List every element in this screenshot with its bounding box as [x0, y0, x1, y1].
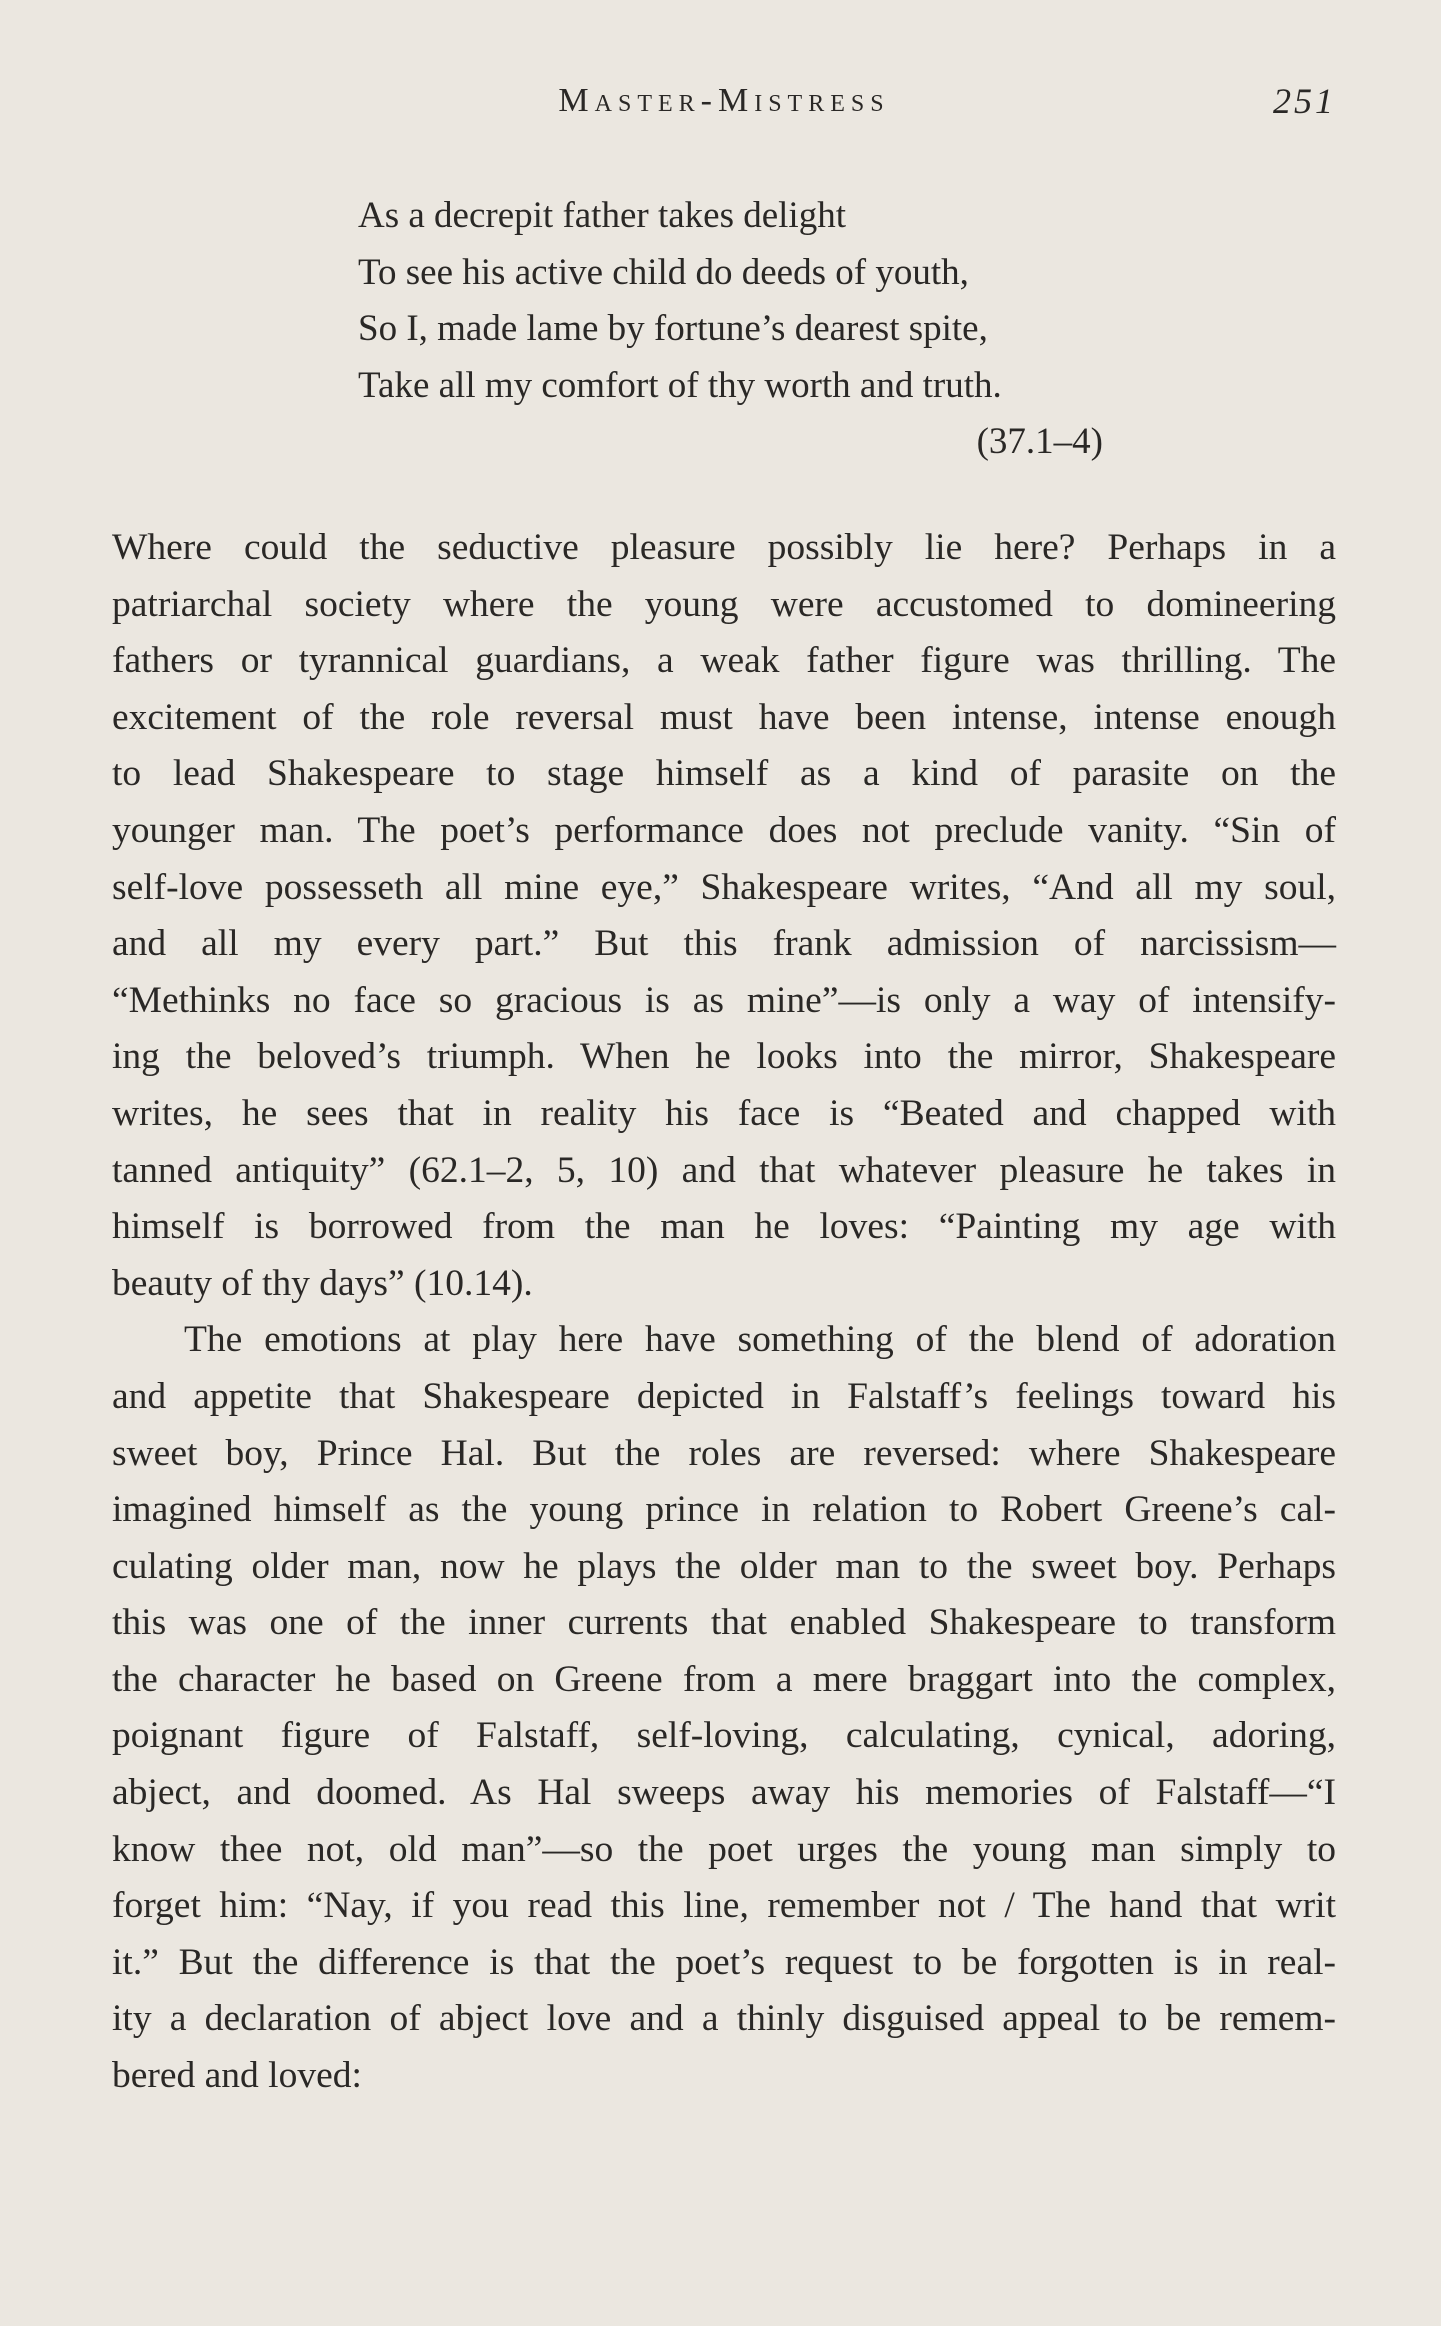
text-line: sweet boy, Prince Hal. But the roles are reversed: where Shakespeare	[112, 1432, 1336, 1474]
text-line: bered and loved:	[112, 2055, 362, 2097]
text-line: “Methinks no face so gracious is as mine”—is only a way of intensify-	[112, 979, 1336, 1021]
text-line: tanned antiquity” (62.1–2, 5, 10) and that whatever pleasure he takes in	[112, 1149, 1336, 1191]
text-line: poignant figure of Falstaff, self-loving, calculating, cynical, adoring,	[112, 1715, 1336, 1757]
running-title: Master-Mistress	[558, 82, 890, 119]
text-line: beauty of thy days” (10.14).	[112, 1262, 533, 1304]
text-line: fathers or tyrannical guardians, a weak father figure was thrilling. The	[112, 640, 1336, 682]
text-line: culating older man, now he plays the older man to the sweet boy. Perhaps	[112, 1545, 1336, 1587]
text-line: and appetite that Shakespeare depicted in Falstaff’s feelings toward his	[112, 1375, 1336, 1417]
text-line: patriarchal society where the young were accustomed to domineering	[112, 583, 1336, 625]
text-line: writes, he sees that in reality his face is “Beated and chapped with	[112, 1092, 1336, 1134]
text-line: ing the beloved’s triumph. When he looks into the mirror, Shakespeare	[112, 1036, 1336, 1078]
quote-line: As a decrepit father takes delight	[358, 195, 846, 236]
running-head	[112, 78, 1336, 126]
paragraph-2	[112, 1312, 1336, 2104]
text-line: self-love possesseth all mine eye,” Shakespeare writes, “And all my soul,	[112, 866, 1336, 908]
text-line: this was one of the inner currents that enabled Shakespeare to transform	[112, 1602, 1336, 1644]
body-text	[112, 520, 1336, 2105]
text-line: forget him: “Nay, if you read this line, remember not / The hand that writ	[112, 1885, 1336, 1927]
text-line: Where could the seductive pleasure possibly lie here? Perhaps in a	[112, 527, 1336, 568]
text-line: The emotions at play here have something of the blend of adoration	[184, 1319, 1336, 1361]
quote-line: To see his active child do deeds of youth,	[358, 251, 969, 293]
text-line: the character he based on Greene from a mere braggart into the complex,	[112, 1658, 1336, 1700]
paragraph-1	[112, 520, 1336, 1312]
text-line: ity a declaration of abject love and a thinly disguised appeal to be remem-	[112, 1998, 1336, 2040]
text-line: to lead Shakespeare to stage himself as a kind of parasite on the	[112, 753, 1336, 795]
text-line: younger man. The poet’s performance does not preclude vanity. “Sin of	[112, 809, 1336, 851]
page-number: 251	[1273, 81, 1336, 121]
block-quote	[358, 188, 1103, 471]
text-line: excitement of the role reversal must have been intense, intense enough	[112, 696, 1336, 738]
text-line: abject, and doomed. As Hal sweeps away his memories of Falstaff—“I	[112, 1772, 1336, 1814]
text-line: himself is borrowed from the man he loves: “Painting my age with	[112, 1206, 1336, 1248]
quote-line: Take all my comfort of thy worth and truth.	[358, 364, 1002, 406]
text-line: and all my every part.” But this frank admission of narcissism—	[112, 923, 1336, 965]
quote-line: So I, made lame by fortune’s dearest spite,	[358, 308, 988, 349]
text-line: know thee not, old man”—so the poet urges the young man simply to	[112, 1828, 1336, 1870]
text-line: imagined himself as the young prince in relation to Robert Greene’s cal-	[112, 1489, 1336, 1531]
quote-citation: (37.1–4)	[976, 421, 1103, 462]
text-line: it.” But the difference is that the poet’s request to be forgotten is in real-	[112, 1941, 1336, 1983]
